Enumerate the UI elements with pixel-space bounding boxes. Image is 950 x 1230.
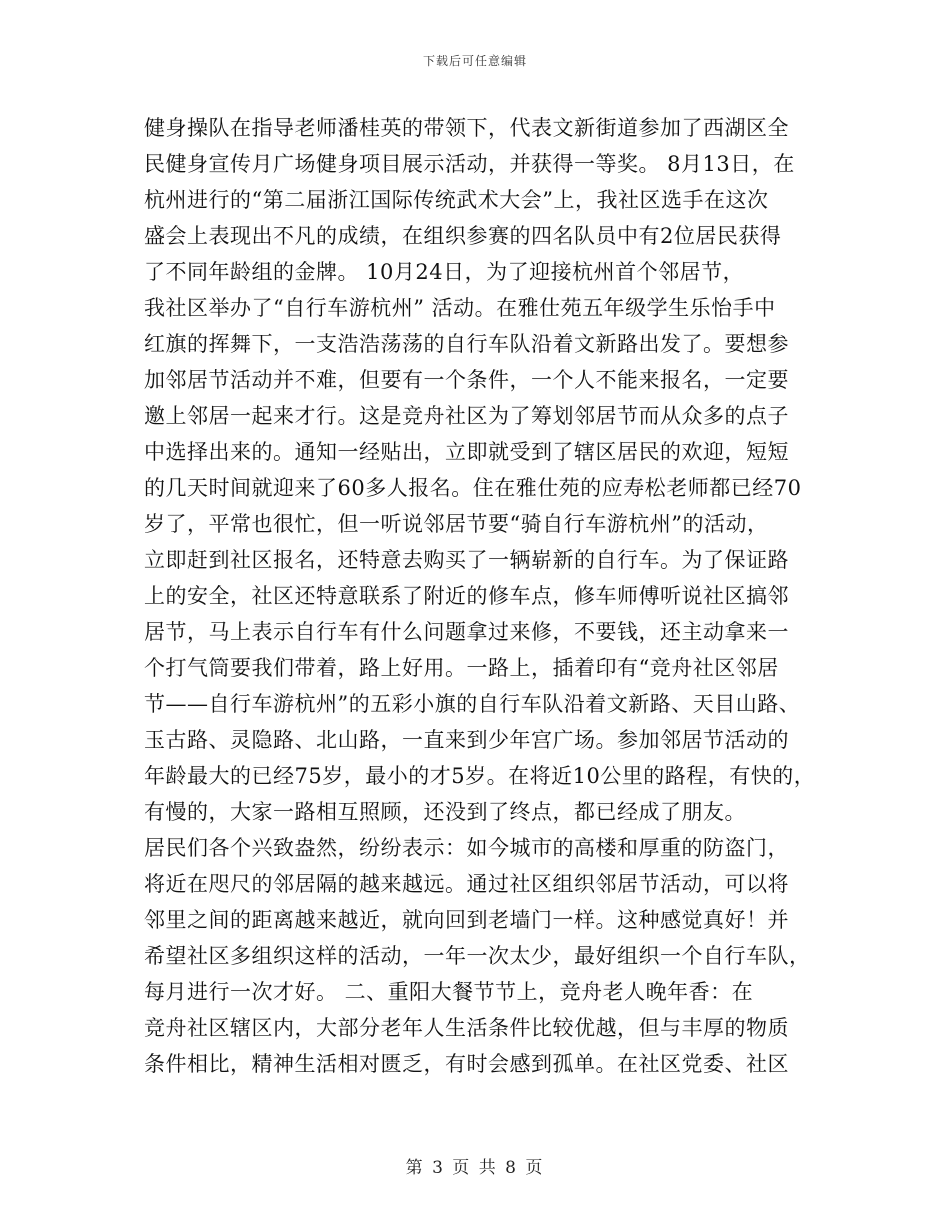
body-line: 节——自行车游杭州”的五彩小旗的自行车队沿着文新路、天目山路、	[144, 692, 801, 716]
body-line: 将近在咫尺的邻居隔的越来越远。通过社区组织邻居节活动，可以将	[144, 872, 789, 896]
body-line: 邻里之间的距离越来越近，就向回到老墙门一样。这种感觉真好！并	[144, 908, 789, 932]
body-line: 加邻居节活动并不难，但要有一个条件，一个人不能来报名，一定要	[144, 368, 789, 392]
body-line: 的几天时间就迎来了60多人报名。住在雅仕苑的应寿松老师都已经70	[144, 476, 802, 500]
body-line: 每月进行一次才好。 二、重阳大餐节节上，竞舟老人晚年香：在	[144, 980, 754, 1004]
body-line: 民健身宣传月广场健身项目展示活动，并获得一等奖。 8月13日，在	[144, 152, 795, 176]
body-line: 盛会上表现出不凡的成绩，在组织参赛的四名队员中有2位居民获得	[144, 224, 782, 248]
body-line: 竞舟社区辖区内，大部分老年人生活条件比较优越，但与丰厚的物质	[144, 1016, 789, 1040]
body-line: 中选择出来的。通知一经贴出，立即就受到了辖区居民的欢迎，短短	[144, 440, 789, 464]
body-line: 居民们各个兴致盎然，纷纷表示：如今城市的高楼和厚重的防盗门，	[144, 836, 789, 860]
body-line: 岁了，平常也很忙，但一听说邻居节要“骑自行车游杭州”的活动，	[144, 512, 769, 536]
page-header-note: 下载后可任意编辑	[422, 54, 527, 68]
body-line: 上的安全，社区还特意联系了附近的修车点，修车师傅听说社区搞邻	[144, 584, 789, 608]
body-line: 玉古路、灵隐路、北山路，一直来到少年宫广场。参加邻居节活动的	[144, 728, 789, 752]
body-line: 希望社区多组织这样的活动，一年一次太少，最好组织一个自行车队，	[144, 944, 811, 968]
body-line: 年龄最大的已经75岁，最小的才5岁。在将近10公里的路程，有快的，	[144, 764, 816, 788]
document-body	[144, 110, 834, 1082]
body-line: 我社区举办了“自行车游杭州” 活动。在雅仕苑五年级学生乐怡手中	[144, 296, 776, 320]
body-line: 健身操队在指导老师潘桂英的带领下，代表文新街道参加了西湖区全	[144, 116, 789, 140]
body-line: 杭州进行的“第二届浙江国际传统武术大会”上，我社区选手在这次	[144, 188, 769, 212]
body-line: 条件相比，精神生活相对匮乏，有时会感到孤单。在社区党委、社区	[144, 1052, 789, 1076]
body-line: 红旗的挥舞下，一支浩浩荡荡的自行车队沿着文新路出发了。要想参	[144, 332, 789, 356]
page-number: 第 3 页 共 8 页	[405, 1158, 545, 1178]
body-line: 了不同年龄组的金牌。 10月24日，为了迎接杭州首个邻居节，	[144, 260, 745, 284]
body-line: 个打气筒要我们带着，路上好用。一路上，插着印有“竞舟社区邻居	[144, 656, 779, 680]
body-line: 居节，马上表示自行车有什么问题拿过来修，不要钱，还主动拿来一	[144, 620, 789, 644]
body-line: 立即赶到社区报名，还特意去购买了一辆崭新的自行车。为了保证路	[144, 548, 789, 572]
body-line: 有慢的，大家一路相互照顾，还没到了终点，都已经成了朋友。	[144, 800, 746, 824]
body-line: 邀上邻居一起来才行。这是竞舟社区为了筹划邻居节而从众多的点子	[144, 404, 789, 428]
